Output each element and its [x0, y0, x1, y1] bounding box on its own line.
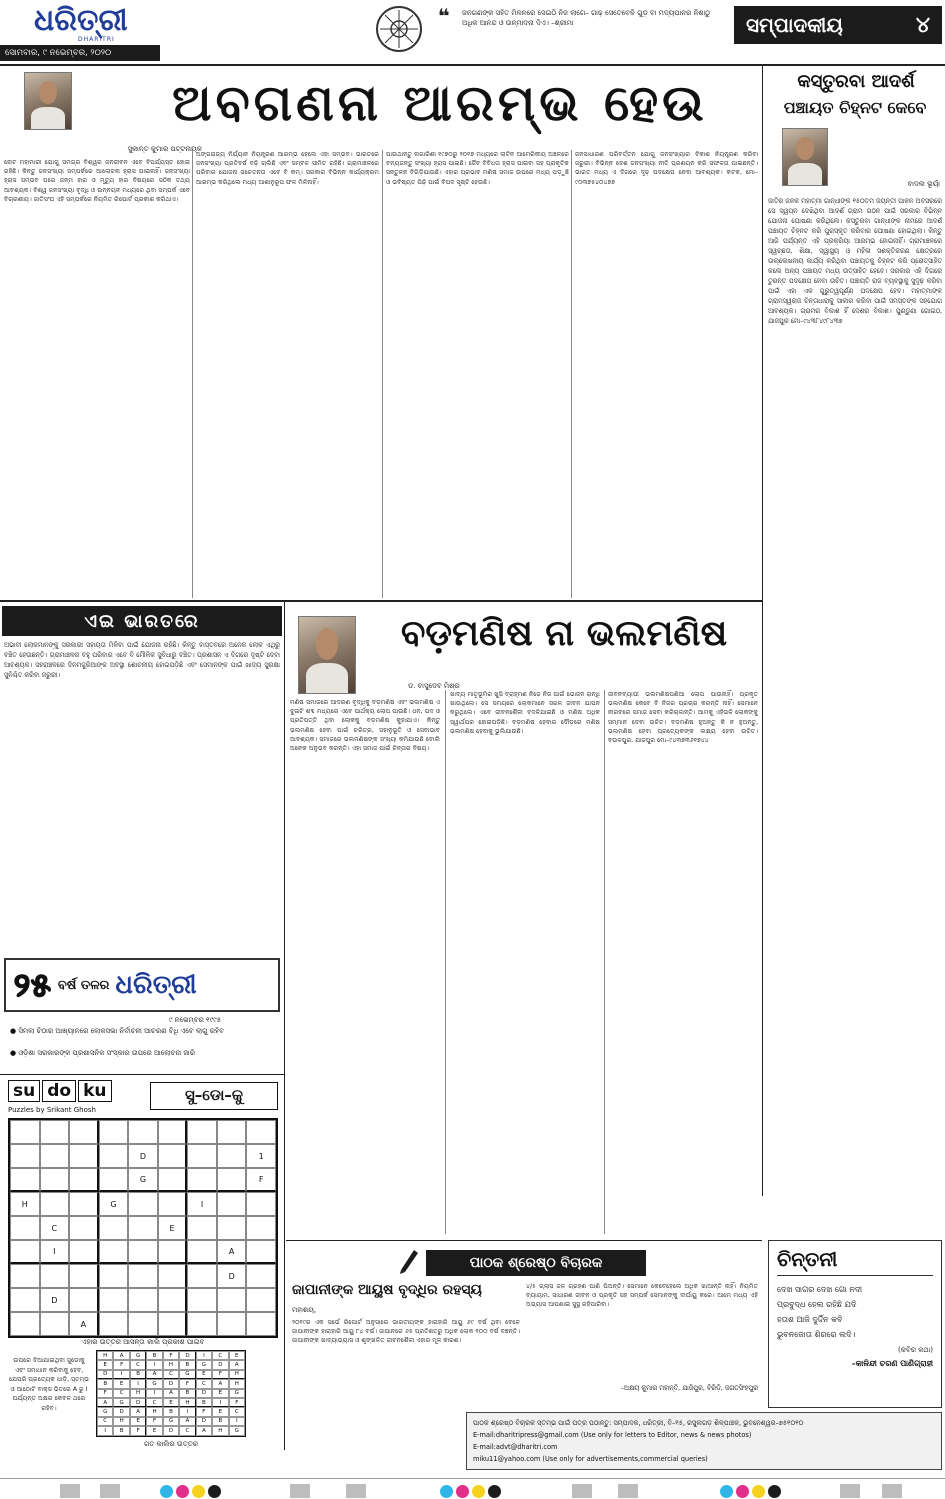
reader-signature: –ଅକ୍ଷୟ କୁମାର ମହାନ୍ତି, ଯାଜିପୁର, ବିରିଡ଼ି, ଜଗତସିଂହପୁର — [620, 1384, 758, 1392]
sudoku-cell[interactable]: D — [40, 1288, 70, 1312]
sudoku-solution-cell: C — [229, 1407, 245, 1416]
sudoku-brand-su: su — [8, 1080, 40, 1102]
sudoku-solution-cell: H — [229, 1370, 245, 1379]
sudoku-cell[interactable] — [69, 1144, 99, 1168]
registration-dot-cyan — [160, 1485, 173, 1498]
registration-bar — [882, 1484, 902, 1498]
sudoku-cell[interactable]: C — [40, 1216, 70, 1240]
logo-subtitle: DHARITRI — [78, 36, 115, 43]
sudoku-solution-cell: I — [146, 1389, 162, 1398]
sudoku-cell[interactable] — [158, 1312, 188, 1336]
sudoku-cell[interactable] — [10, 1120, 40, 1144]
sudoku-cell[interactable] — [246, 1264, 276, 1288]
masthead-quote: ଜନଗଣଙ୍କ ସହିତ ମିଳନରେ ସେଇଠି ନିଜ ଲାଗେ– ଗାଢ଼ ସେତେବେଳି ଗୁଡ଼ ବା ମଦ୍ୟପାନର ନିଶାଠୁ ଅଧିକ ଆନନ୍ଦ ଓ ଉନ୍ମାଦନା ଦିଏ। –ଶ୍ରୀମା — [462, 9, 710, 27]
registration-bar — [60, 1484, 80, 1498]
sudoku-solution-cell: I — [146, 1360, 162, 1369]
page-number: ୪ — [915, 12, 930, 38]
ei-bharatare-header — [2, 606, 282, 636]
sudoku-cell[interactable] — [217, 1120, 247, 1144]
sudoku-cell[interactable] — [128, 1264, 158, 1288]
sudoku-cell[interactable] — [99, 1240, 129, 1264]
sudoku-cell[interactable] — [187, 1120, 217, 1144]
sudoku-solution-cell: A — [212, 1379, 228, 1388]
sudoku-solution-cell: F — [179, 1379, 195, 1388]
sidebar-headline-1: କସ୍ତୁରବା ଆଦର୍ଶ — [797, 71, 915, 92]
registration-dot-black — [208, 1485, 221, 1498]
sudoku-solution-cell: C — [113, 1389, 129, 1398]
sudoku-cell[interactable] — [10, 1288, 40, 1312]
registration-bar — [290, 1484, 310, 1498]
sudoku-cell[interactable] — [128, 1312, 158, 1336]
sudoku-cell[interactable]: G — [99, 1192, 129, 1216]
sudoku-solution-cell: D — [196, 1389, 212, 1398]
sudoku-cell[interactable] — [99, 1288, 129, 1312]
sudoku-cell[interactable] — [158, 1192, 188, 1216]
sudoku-cell[interactable] — [40, 1264, 70, 1288]
sudoku-cell[interactable] — [187, 1144, 217, 1168]
sudoku-cell[interactable]: G — [128, 1168, 158, 1192]
sudoku-solution-cell: E — [97, 1360, 113, 1369]
ei-bharatare-title: ଏଇ ଭାରତରେ — [84, 610, 200, 632]
sudoku-solution-cell: H — [229, 1379, 245, 1388]
sudoku-cell[interactable] — [40, 1168, 70, 1192]
sudoku-solution-cell: D — [97, 1370, 113, 1379]
registration-bar — [346, 1484, 366, 1498]
sudoku-solution-cell: A — [97, 1398, 113, 1407]
sudoku-cell[interactable] — [158, 1288, 188, 1312]
sudoku-cell[interactable] — [128, 1216, 158, 1240]
registration-dot-black — [768, 1485, 781, 1498]
sudoku-title-odia: ସୁ–ଡୋ–କୁ — [150, 1082, 278, 1110]
sudoku-cell[interactable] — [99, 1120, 129, 1144]
sudoku-cell[interactable] — [99, 1168, 129, 1192]
sidebar-headline-2: ପଞ୍ଚାୟତ ଚିହ୍ନଟ କେବେ — [783, 98, 927, 117]
opinion-column-2: ଖାଦ୍ୟ ମାତୃଭୂମିର ଖୁସି ବ୍ରାହ୍ମଣ ନିଜେ ନିଜ ପାଇଁ ଭୋଜନ ରାନ୍ଧି ଖାଉଥିଲେ। ସେ ସମୟରେ ଲୋକମାନେ ସରଳ ଜୀବନ ଯାପନ କରୁଥିଲେ। ଏବେ ଜୀବନଶୈଳୀ ବଦଳିଯାଇଛି ଓ ମଣିଷ ଅଧିକ ସ୍ୱାର୍ଥପର ହୋଇପଡ଼ିଛି। ବଡ଼ମଣିଷ ହେବାର ଦୌଡ଼ରେ ମଣିଷ ଭଲମଣିଷ ହେବାକୁ ଭୁଲିଯାଉଛି। — [450, 691, 600, 735]
sudoku-solution-cell: H — [113, 1417, 129, 1426]
sudoku-cell[interactable]: D — [128, 1144, 158, 1168]
chintana-box — [768, 1240, 942, 1408]
sudoku-cell[interactable]: A — [69, 1312, 99, 1336]
reader-headline: ଜାପାନୀଙ୍କ ଆୟୁଷ ବୃଦ୍ଧିର ରହସ୍ୟ — [292, 1282, 482, 1298]
sudoku-cell[interactable]: E — [158, 1216, 188, 1240]
sudoku-cell[interactable] — [99, 1312, 129, 1336]
sudoku-cell[interactable] — [128, 1120, 158, 1144]
registration-bar — [840, 1484, 860, 1498]
sudoku-solution-cell: H — [179, 1398, 195, 1407]
pen-icon — [396, 1246, 422, 1274]
sudoku-cell[interactable] — [217, 1288, 247, 1312]
sudoku-cell[interactable] — [69, 1264, 99, 1288]
sudoku-cell[interactable] — [40, 1192, 70, 1216]
opinion-column-1: ମଣିଷ ସମାଜରେ ଆଦରଣ ବୃଦ୍ଧିକୁ ବଡ଼ମଣିଷ ଏବଂ ଭଲମଣିଷ ଏ ଦୁଇଟି ଶବ୍ଦ ମଧ୍ୟରେ ଏବେ ପାର୍ଥକ୍ୟ ଲୋପ ପାଉଛି। ଧନ, ପଦ ଓ ପ୍ରତିପତ୍ତି ଥିବା ଲୋକକୁ ବଡ଼ମଣିଷ କୁହାଯାଏ। କିନ୍ତୁ ଭଲମଣିଷ ହେବା ପାଇଁ ଚରିତ୍ର, ସହାନୁଭୂତି ଓ ସେବାଭାବ ଆବଶ୍ୟକ। ସମାଜରେ ଭଲମଣିଷଙ୍କ ସଂଖ୍ୟା କମିଯାଉଛି ବୋଲି ଅନେକ ଅନୁଭବ କରନ୍ତି। ଏହା ସମାଜ ପାଇଁ ଚିନ୍ତାର ବିଷୟ। — [290, 699, 440, 753]
sudoku-solution-cell: G — [113, 1398, 129, 1407]
sudoku-cell[interactable] — [99, 1144, 129, 1168]
registration-dot-cyan — [720, 1485, 733, 1498]
sudoku-cell[interactable] — [158, 1168, 188, 1192]
wheel-emblem-icon — [376, 6, 422, 52]
twentyfive-years-box — [4, 958, 280, 1012]
sudoku-cell[interactable] — [187, 1288, 217, 1312]
masthead-date: ସୋମବାର, ୯ ନଭେମ୍ବର, ୨୦୨୦ — [0, 45, 160, 61]
sudoku-solution-grid — [96, 1350, 246, 1437]
sudoku-cell[interactable] — [69, 1168, 99, 1192]
sudoku-solution-cell: G — [196, 1360, 212, 1369]
sudoku-solution-cell: E — [229, 1351, 245, 1360]
sudoku-solution-cell: I — [196, 1351, 212, 1360]
sudoku-cell[interactable] — [10, 1168, 40, 1192]
sudoku-solution-cell: I — [97, 1426, 113, 1435]
sudoku-solution-cell: I — [212, 1398, 228, 1407]
sudoku-solution-cell: I — [113, 1370, 129, 1379]
sudoku-solution-cell: D — [130, 1398, 146, 1407]
sudoku-cell[interactable]: 1 — [246, 1144, 276, 1168]
registration-dot-magenta — [176, 1485, 189, 1498]
ei-bharatare-body: ଅଭାବୀ ଲୋକମାନଙ୍କୁ ସରକାରୀ ସହାୟତା ମିଳିବା ପାଇଁ ଯୋଜନା ରହିଛି। କିନ୍ତୁ ବାସ୍ତବରେ ଅନେକ ଲୋକ ଏଥିରୁ ବଞ୍ଚିତ ହେଉଛନ୍ତି। ଗ୍ରାମାଞ୍ଚଳର ବହୁ ପରିବାର ଏବେ ବି ମୌଳିକ ସୁବିଧାରୁ ବଞ୍ଚିତ। ପ୍ରଶାସନ ଏ ଦିଗରେ ଦୃଷ୍ଟି ଦେବା ଆବଶ୍ୟକ। ସହରାଞ୍ଚଳରେ ଦିନମଜୁରିଆଙ୍କ ଅବସ୍ଥା ଶୋଚନୀୟ ହୋଇପଡ଼ିଛି ଏବଂ ସେମାନଙ୍କ ପାଇଁ ଖାଦ୍ୟ ସୁରକ୍ଷା ସୁନିଶ୍ଚିତ କରିବା ଜରୁରୀ। — [4, 641, 280, 679]
sudoku-solution-cell: D — [113, 1407, 129, 1416]
sudoku-brand-ku: ku — [78, 1080, 111, 1102]
sudoku-cell[interactable] — [128, 1192, 158, 1216]
newspaper-logo: ଧରିତ୍ରୀ — [34, 3, 128, 38]
sudoku-solution-cell: C — [163, 1370, 179, 1379]
sudoku-cell[interactable] — [40, 1312, 70, 1336]
registration-bar — [618, 1484, 638, 1498]
sudoku-cell[interactable] — [40, 1120, 70, 1144]
chintana-source: (କବିର କଥା) — [898, 1346, 933, 1354]
sudoku-solution-cell: E — [212, 1407, 228, 1416]
twentyfive-item-1: ● ସିମଲା ଚିଠାର ଆଖ୍ୟାନରେ ଲୋକସଭା ନିର୍ବାଚନୀ ଆଚରଣ ବିଧି ଏବେ ଲାଗୁ ରହିବ — [10, 1027, 224, 1035]
reader-column-1: ୨୦୧୯ର ଏକ ସର୍ଭେ ରିପୋର୍ଟ ଅନୁସାରେ ଭାରତୀୟଙ୍କ ହାରାହାରି ଆୟୁ ୬୯ ବର୍ଷ ଥିବା ବେଳେ ଜାପାନୀଙ୍କ ହାରାହାରି ଆୟୁ ୮୪ ବର୍ଷ। ଜାପାନରେ ୬୫ ପ୍ରତିଶତରୁ ଅଧିକ ଲୋକ ୧୦୦ ବର୍ଷ ବଞ୍ଚନ୍ତି। ଜାପାନୀଙ୍କ ଖାଦ୍ୟାଭ୍ୟାସ ଓ ଶୃଙ୍ଖଳିତ ଜୀବନଶୈଳୀ ଏହାର ମୂଳ କାରଣ। — [292, 1319, 520, 1345]
sudoku-cell[interactable]: H — [10, 1192, 40, 1216]
sudoku-solution-cell: F — [146, 1417, 162, 1426]
sudoku-cell[interactable] — [158, 1264, 188, 1288]
sudoku-solution-cell: C — [97, 1417, 113, 1426]
sudoku-solution-cell: A — [146, 1370, 162, 1379]
sudoku-solution-cell: I — [179, 1407, 195, 1416]
chintana-line-1: ଦେଖ ସାଗର ଦେଖ ଗୋ ନଦୀ — [777, 1285, 863, 1294]
sudoku-solution-cell: I — [130, 1379, 146, 1388]
chintana-line-3: ହତାଶ ଆଜି ଦୁର୍ଦ୍ଦିନ କବି — [777, 1315, 843, 1324]
sudoku-solution-cell: G — [130, 1351, 146, 1360]
sudoku-cell[interactable] — [69, 1288, 99, 1312]
sudoku-cell[interactable] — [158, 1120, 188, 1144]
editorial-column-4: ଜନସାଧାରଣ ପରିବର୍ତ୍ତନ ଯୋଗୁ ଜନସଂଖ୍ୟାର ବିକାଶ ନିୟନ୍ତ୍ରଣ କରିବା ଜରୁରୀ। ବିଭିନ୍ନ ଦେଶ ଜନସଂଖ୍ୟା ନୀତି ପ୍ରଣୟନ କରି ସଫଳତା ପାଇଛନ୍ତି। ଭାରତ ମଧ୍ୟ ଏ ଦିଗରେ ଦୃଢ଼ ପଦକ୍ଷେପ ନେବା ଆବଶ୍ୟକ। କଟକ, ମୋ–୯୦୩୭୫୪୦୪୭୭ — [575, 151, 758, 186]
sudoku-cell[interactable] — [69, 1120, 99, 1144]
sudoku-cell[interactable] — [187, 1240, 217, 1264]
sudoku-solution-cell: E — [146, 1426, 162, 1435]
sudoku-solution-cell: E — [212, 1389, 228, 1398]
editorial-author: ସୁକାନ୍ତ କୁମାର ପଟ୍ଟନାୟକ — [127, 145, 202, 153]
sudoku-cell[interactable] — [10, 1216, 40, 1240]
sudoku-cell[interactable] — [69, 1216, 99, 1240]
sudoku-solution-cell: E — [130, 1417, 146, 1426]
registration-dot-cyan — [440, 1485, 453, 1498]
contact-line-1: ପାଠକ ଶ୍ରେଷ୍ଠ ବିଚାରକ ସ୍ତମ୍ଭ ପାଇଁ ପତ୍ର ପଠାନ୍ତୁ: ସମ୍ପାଦକ, ଧରିତ୍ରୀ, ବି–୧୫, ରସୁଲଗଡ଼ ଶିଳ୍ପାଞ୍ଚଳ, ଭୁବନେଶ୍ୱର–୭୫୧୦୧୦ — [473, 1419, 804, 1427]
chintana-title: ଚିନ୍ତନୀ — [777, 1247, 933, 1276]
sudoku-solution-cell: B — [146, 1351, 162, 1360]
sudoku-solution-cell: C — [179, 1426, 195, 1435]
sudoku-cell[interactable] — [187, 1216, 217, 1240]
twentyfive-item-2: ● ଓଡ଼ିଶା ସରକାରଙ୍କ ପ୍ରଶାସନିକ ସଂସ୍କାର ଉପରେ ଆଲୋଚନା ଜାରି — [10, 1049, 196, 1057]
sudoku-solution-cell: A — [113, 1351, 129, 1360]
chintana-poet: –କାଳିନ୍ଦୀ ଚରଣ ପାଣିଗ୍ରାହୀ — [851, 1359, 933, 1368]
quote-mark-icon: ❝ — [438, 4, 450, 28]
sudoku-cell[interactable] — [69, 1240, 99, 1264]
sudoku-solution-cell: B — [113, 1426, 129, 1435]
sudoku-cell[interactable] — [187, 1312, 217, 1336]
contact-box — [466, 1412, 942, 1470]
sudoku-solution-cell: C — [146, 1398, 162, 1407]
sudoku-solution-cell: D — [212, 1360, 228, 1369]
sudoku-solution-cell: B — [179, 1389, 195, 1398]
opinion-headline: ବଡ଼ମଣିଷ ନା ଭଲମଣିଷ — [400, 613, 728, 654]
sudoku-cell[interactable] — [217, 1216, 247, 1240]
sudoku-solution-cell: F — [130, 1426, 146, 1435]
sudoku-cell[interactable] — [217, 1144, 247, 1168]
sudoku-solution-cell: B — [212, 1417, 228, 1426]
sudoku-cell[interactable] — [99, 1216, 129, 1240]
sudoku-cell[interactable]: D — [217, 1264, 247, 1288]
masthead — [0, 0, 945, 64]
sudoku-solution-cell: E — [163, 1398, 179, 1407]
opinion-author-photo — [298, 616, 356, 694]
sudoku-solution-cell: H — [146, 1407, 162, 1416]
chintana-line-4: ଭୁବନଜୋତା ଶିରରେ ଲଦି। — [777, 1330, 856, 1339]
sudoku-solution-cell: H — [163, 1360, 179, 1369]
opinion-author: ଡ. ବାସୁଦେବ ମିଶ୍ର — [408, 682, 460, 690]
sudoku-cell[interactable] — [217, 1168, 247, 1192]
sudoku-cell[interactable] — [246, 1240, 276, 1264]
reader-column-2: ୪/୫ ଗ୍ଲାସ ଜଳ ଗ୍ରହଣ ପାଣି ପିଅନ୍ତି। ସେମାନେ କେବେହେଲେ ଅଧିକ ଖାଆନ୍ତି ନାହିଁ। ନିୟମିତ ବ୍ୟାୟାମ, ସାଧାରଣ ଜୀବନ ଓ ପ୍ରକୃତି ସହ ସମ୍ପର୍କ ସେମାନଙ୍କୁ ଦୀର୍ଘାୟୁ କରେ। ଆମେ ମଧ୍ୟ ଏହି ଅଭ୍ୟାସ ଆପଣାଇ ସୁସ୍ଥ ରହିପାରିବା। — [526, 1283, 758, 1309]
sudoku-solution-cell: F — [97, 1389, 113, 1398]
sudoku-solution-cell: F — [196, 1407, 212, 1416]
sudoku-solution-cell: G — [179, 1370, 195, 1379]
sudoku-solution-cell: B — [196, 1398, 212, 1407]
section-header — [734, 6, 942, 44]
sudoku-cell[interactable] — [128, 1240, 158, 1264]
sudoku-solution-cell: H — [130, 1389, 146, 1398]
sudoku-solution-cell: D — [196, 1417, 212, 1426]
sudoku-cell[interactable]: F — [246, 1168, 276, 1192]
sudoku-cell[interactable] — [246, 1216, 276, 1240]
reader-salutation: ମହାଶୟ, — [292, 1306, 317, 1314]
sudoku-solution-cell: E — [196, 1370, 212, 1379]
registration-dot-yellow — [472, 1485, 485, 1498]
sudoku-solution-cell: F — [212, 1370, 228, 1379]
section-title: ସମ୍ପାଦକୀୟ — [746, 13, 843, 37]
sudoku-solution-cell: G — [146, 1379, 162, 1388]
sudoku-solution-cell: B — [163, 1407, 179, 1416]
sudoku-solution-cell: A — [229, 1360, 245, 1369]
sudoku-cell[interactable]: A — [217, 1240, 247, 1264]
reader-badge: ପାଠକ ଶ୍ରେଷ୍ଠ ବିଚାରକ — [426, 1250, 646, 1276]
opinion-column-3: ଜୀବନବ୍ୟାପୀ ଭଲମଣିଷପଣିଆ ଲୋପ ପାଉନାହିଁ। ପ୍ରକୃତ ଭଲମଣିଷ କେବେ ବି ନିଜର ପ୍ରଚାର କରନ୍ତି ନାହିଁ। ସେମାନେ ନୀରବରେ ସମାଜ ସେବା କରିଚାଲନ୍ତି। ଆମକୁ ଏହିଭଳି ଲୋକଙ୍କୁ ସମ୍ମାନ ଦେବା ଉଚିତ। ବଡ଼ମଣିଷ ହୁଅନ୍ତୁ କି ନ ହୁଅନ୍ତୁ, ଭଲମଣିଷ ହେବା ପ୍ରତ୍ୟେକଙ୍କ ଲକ୍ଷ୍ୟ ହେବା ଉଚିତ। ବଉଳପୁର, ଯାଜପୁର ମୋ–୯୪୩୭୩୬୧୭୪୪ — [608, 691, 758, 745]
sudoku-solution-cell: H — [97, 1351, 113, 1360]
sudoku-solution-caption: ଗତ କାଲିର ଉତ୍ତର — [143, 1440, 199, 1448]
sudoku-cell[interactable] — [158, 1144, 188, 1168]
sudoku-solution-cell: A — [130, 1407, 146, 1416]
registration-dot-yellow — [192, 1485, 205, 1498]
sidebar-author: ବାଦଲ ଭୂୟାଁ — [907, 180, 940, 188]
sudoku-solution-cell: C — [130, 1360, 146, 1369]
sudoku-cell[interactable] — [246, 1312, 276, 1336]
contact-line-3[interactable]: E-mail:advt@dharitri.com — [473, 1443, 558, 1451]
sudoku-instructions: ଉପରେ ଦିଆଯାଇଥିବା ସୁଡୋକୁ ଏବଂ ସମାଧାନ କରିବାକୁ ହେବ, ଯେପରି ପ୍ରତ୍ୟେକ ଧାଡ଼ି, ସ୍ତମ୍ଭ ଓ ଆଠୋଟି ବାକ୍ସ ଭିତରେ A ରୁ I ପର୍ଯ୍ୟନ୍ତ ଅକ୍ଷର କେବଳ ଥରେ ରହିବ। — [9, 1357, 89, 1412]
sudoku-solution-cell: G — [163, 1417, 179, 1426]
sudoku-solution-cell: H — [212, 1426, 228, 1435]
sudoku-solution-cell: I — [229, 1417, 245, 1426]
sudoku-solution-cell: A — [163, 1389, 179, 1398]
sudoku-cell[interactable] — [246, 1120, 276, 1144]
sudoku-cell[interactable]: I — [40, 1240, 70, 1264]
sudoku-cell[interactable] — [10, 1240, 40, 1264]
editorial-headline: ଅବଗଣନା ଆରମ୍ଭ ହେଉ — [172, 74, 708, 132]
sudoku-solution-cell: F — [113, 1360, 129, 1369]
sudoku-cell[interactable] — [158, 1240, 188, 1264]
sudoku-solution-cell: F — [229, 1398, 245, 1407]
sudoku-solution-cell: B — [97, 1379, 113, 1388]
sudoku-cell[interactable] — [246, 1288, 276, 1312]
sudoku-cell[interactable] — [10, 1144, 40, 1168]
twentyfive-number: ୨୫ — [14, 965, 52, 1004]
sudoku-cell[interactable] — [10, 1264, 40, 1288]
twentyfive-logo: ଧରିତ୍ରୀ — [115, 969, 197, 1000]
sudoku-solution-cell: G — [229, 1389, 245, 1398]
sudoku-solution-cell: F — [163, 1351, 179, 1360]
sudoku-cell[interactable] — [187, 1168, 217, 1192]
sudoku-cell[interactable] — [99, 1264, 129, 1288]
sudoku-solution-cell: B — [130, 1370, 146, 1379]
contact-line-2[interactable]: E-mail:dharitripress@gmail.com (Use only for letters to Editor, news & news photos) — [473, 1431, 752, 1439]
contact-line-4[interactable]: miku11@yahoo.com (Use only for advertisements,commercial queries) — [473, 1455, 708, 1463]
sudoku-solution-cell: E — [113, 1379, 129, 1388]
registration-dot-magenta — [456, 1485, 469, 1498]
sudoku-cell[interactable] — [128, 1288, 158, 1312]
sudoku-solution-cell: D — [163, 1426, 179, 1435]
sudoku-solution-cell: G — [229, 1426, 245, 1435]
sudoku-cell[interactable] — [217, 1312, 247, 1336]
sidebar-author-photo — [782, 128, 828, 186]
twentyfive-date: ୯ ନଭେମ୍ବର ୧୯୯୫ — [168, 1016, 222, 1024]
twentyfive-label: ବର୍ଷ ତଳର — [57, 977, 110, 993]
registration-bar — [100, 1484, 120, 1498]
registration-dot-yellow — [752, 1485, 765, 1498]
editorial-column-1: ନୋଟ ମହାମାରୀ ଯୋଗୁ ସମଗ୍ର ବିଶ୍ୱର ଜନଜୀବନ ଏବେ ବିପର୍ଯ୍ୟସ୍ତ ହୋଇ ରହିଛି। କିନ୍ତୁ ଜନସଂଖ୍ୟା ସମ୍ପର୍କରେ ଆଲୋଚନା ହ୍ରାସ ପାଇନାହିଁ। ଜନସଂଖ୍ୟା ହ୍ରାସ ସମ୍ଭବ ପରେ ଜନ୍ମ ହାର ଓ ମୃତ୍ୟୁ ହାର ବିଷୟରେ ସଠିକ ତଥ୍ୟ ଆବଶ୍ୟକ। ବିଶ୍ୱ ଜନସଂଖ୍ୟା ବୃଦ୍ଧି ଓ ଉନ୍ନୟନ ମଧ୍ୟରେ ଥିବା ସମ୍ପର୍କ ଏବେ ବିଚାରଣୀୟ। ଜାତିସଂଘ ଏହି ସମ୍ପର୍କରେ ନିୟମିତ ରିପୋର୍ଟ ପ୍ରକାଶ କରିଥାଏ। — [4, 159, 190, 203]
sudoku-cell[interactable]: I — [187, 1192, 217, 1216]
sudoku-brand-do: do — [42, 1080, 76, 1102]
sudoku-solution-cell: D — [163, 1379, 179, 1388]
editorial-column-3: ପାଉଥାନ୍ତୁ ନାଗାରିଣୀ ୧୯୭୦ରୁ ୨୦୧୭ ମଧ୍ୟରେ ଲାଟିନ ଆମେରିକୀୟ ଅଞ୍ଚଳରେ ବନ୍ୟଜନ୍ତୁ ସଂଖ୍ୟା ହ୍ରାସ ପାଇଛି। ଜୈବ ବିବିଧତା ହ୍ରାସ ପାଇବା ସହ ପ୍ରାକୃତିକ ସନ୍ତୁଳନ ବିଗିଡ଼ିଯାଉଛି। ଏହାର ପ୍ରଭାବ ମଣିଷ ସମାଜ ଉପରେ ମଧ୍ୟ ପଡ଼ୁଛି ଓ ଭବିଷ୍ୟତ ପିଢ଼ି ପାଇଁ ବିପଦ ସୃଷ୍ଟି ହେଉଛି। — [386, 151, 569, 186]
sudoku-solution-cell: C — [212, 1351, 228, 1360]
sudoku-cell[interactable] — [187, 1264, 217, 1288]
author-photo — [24, 72, 72, 130]
sudoku-cell[interactable] — [40, 1144, 70, 1168]
registration-bar — [572, 1484, 592, 1498]
sudoku-byline: Puzzles by Srikant Ghosh — [8, 1106, 96, 1114]
sudoku-cell[interactable] — [246, 1192, 276, 1216]
registration-dot-magenta — [736, 1485, 749, 1498]
sidebar-body: ଜାତିର ଜନକ ମହାତ୍ମା ଗାନ୍ଧୀଙ୍କ ୧୫୦ତମ ଜୟନ୍ତୀ ପାଳନ ଅବସରରେ ସେ ସ୍ୱପ୍ନ ଦେଖିଥିବା ଆଦର୍ଶ ଗ୍ରାମ ଗଠନ ପାଇଁ ସରକାର ବିଭିନ୍ନ ଯୋଜନା ଘୋଷଣା କରିଥିଲେ। କସ୍ତୁରବା ଗାନ୍ଧୀଙ୍କ ନାମରେ ଆଦର୍ଶ ପଞ୍ଚାୟତ ଚିହ୍ନଟ କରି ପୁରସ୍କୃତ କରିବାର ଘୋଷଣା ହୋଇଥିଲା। କିନ୍ତୁ ଆଜି ପର୍ଯ୍ୟନ୍ତ ଏହି ପ୍ରକ୍ରିୟା ଆରମ୍ଭ ହୋଇନାହିଁ। ଗ୍ରାମାଞ୍ଚଳରେ ସ୍ୱଚ୍ଛତା, ଶିକ୍ଷା, ସ୍ୱାସ୍ଥ୍ୟ ଓ ମହିଳା ସଶକ୍ତିକରଣ କ୍ଷେତ୍ରରେ ଉଲ୍ଲେଖନୀୟ କାର୍ଯ୍ୟ କରିଥିବା ପଞ୍ଚାୟତକୁ ଚିହ୍ନଟ କରି ପ୍ରୋତ୍ସାହିତ କଲେ ଅନ୍ୟ ପଞ୍ଚାୟତ ମଧ୍ୟ ଉତ୍ସାହିତ ହେବେ। ସରକାର ଏହି ଦିଗରେ ତୁରନ୍ତ ପଦକ୍ଷେପ ନେବା ଉଚିତ। ପଞ୍ଚାୟତି ରାଜ ବ୍ୟବସ୍ଥାକୁ ସୁଦୃଢ଼ କରିବା ପାଇଁ ଏହା ଏକ ଗୁରୁତ୍ୱପୂର୍ଣ୍ଣ ପଦକ୍ଷେପ ହେବ। ମହାତ୍ମାଙ୍କ ଗ୍ରାମସ୍ୱରାଜ ଚିନ୍ତାଧାରାକୁ ସାକାର କରିବା ପାଇଁ ସମସ୍ତଙ୍କ ସହଯୋଗ ଆବଶ୍ୟକ। ଗ୍ରାମର ବିକାଶ ହିଁ ଦେଶର ବିକାଶ। ପୁଣ୍ଡୁଣା ଗୋଇଠ, ଯାଜପୁର ମୋ–୯୪୩୮୪୯୮୪୩୭ — [768, 197, 942, 325]
sudoku-cell[interactable] — [10, 1312, 40, 1336]
sudoku-solution-cell: G — [97, 1407, 113, 1416]
sudoku-grid[interactable] — [8, 1118, 278, 1338]
registration-dot-black — [488, 1485, 501, 1498]
sudoku-cell[interactable] — [217, 1192, 247, 1216]
sudoku-footer: ଏହାର ଉତ୍ତର ଆସନ୍ତା କାଲି ପ୍ରକାଶ ପାଇବ — [81, 1338, 205, 1346]
sudoku-solution-cell: B — [179, 1360, 195, 1369]
chintana-line-2: ପ୍ରବୁଦ୍ଧ ହେଲ ରହିଛି ଯଦି — [777, 1300, 857, 1309]
sudoku-solution-cell: A — [179, 1417, 195, 1426]
sudoku-solution-cell: D — [179, 1351, 195, 1360]
sudoku-solution-cell: C — [196, 1379, 212, 1388]
editorial-column-2: ଅଙ୍ଗରାଜ୍ୟ ନିର୍ଯ୍ୟାନ ନିୟନ୍ତ୍ରଣ ଆରମ୍ଭ ହେଲେ ଏହା ସମ୍ଭବ। ଭାରତରେ ଜନସଂଖ୍ୟା ପ୍ରତିବର୍ଷ ବଢ଼ି ଚାଲିଛି ଏବଂ ସମ୍ବଳ ସୀମିତ ରହିଛି। ଗ୍ରାମାଞ୍ଚଳରେ ପରିବାର ଯୋଜନା ସଚେତନତା ଏବେ ବି କମ୍। ସରକାର ବିଭିନ୍ନ କାର୍ଯ୍ୟକ୍ରମ ଆରମ୍ଭ କରିଥିଲେ ମଧ୍ୟ ଆଶାନୁରୂପ ଫଳ ମିଳିନାହିଁ। — [196, 151, 379, 186]
sudoku-cell[interactable] — [69, 1192, 99, 1216]
sudoku-solution-cell: A — [196, 1426, 212, 1435]
sudoku-brand — [8, 1080, 112, 1102]
